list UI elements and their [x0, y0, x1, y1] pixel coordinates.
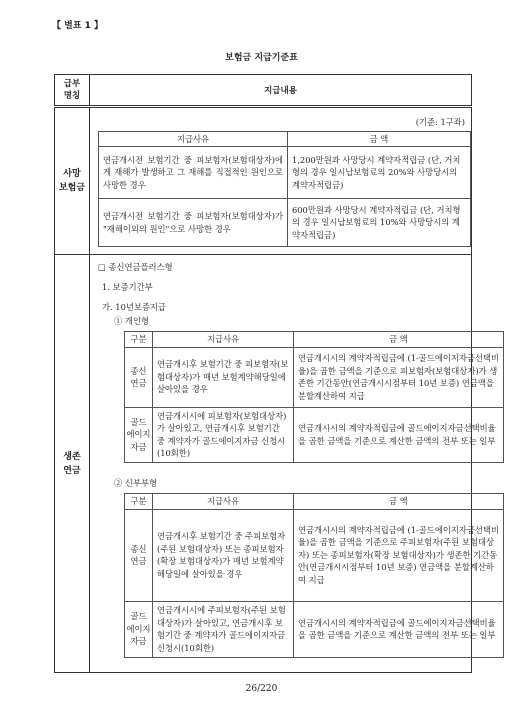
col-content-header: 지급내용 — [90, 75, 472, 107]
death-reason-2: 연금개시전 보험기간 중 피보험자(보험대상자)가 "재해이외의 원인"으로 사망한 경우 — [99, 199, 288, 247]
ten-year-heading: 가. 10년보증지급 — [102, 302, 166, 312]
death-amount-header: 금 액 — [288, 131, 471, 147]
couple-kind-2: 골드 에이지 자금 — [125, 601, 153, 657]
annuity-cell — [90, 255, 499, 673]
death-reason-1: 연금개시전 보험기간 중 피보험자(보험대상자)에게 재해가 발생하고 그 재해를 직접적인 원인으로 사망한 경우 — [99, 147, 288, 199]
doc-title: 보험금 지급기준표 — [225, 53, 298, 63]
couple-type-title: ② 신부부형 — [114, 478, 157, 488]
couple-amount-2: 연금개시시의 계약자적립금에 골드에이지자금선택비율을 곱한 금액을 기준으로 계산한 금액의 전부 또는 일부 — [294, 601, 504, 657]
death-amount-1: 1,200만원과 사망당시 계약자적립금 (단, 거치형의 경우 일시납보험료의 20%와 사망당시의 계약자적립금) — [288, 147, 471, 199]
death-amount-2: 600만원과 사망당시 계약자적립금 (단, 거치형의 경우 일시납보험료의 10%와 사망당시의 계약자적립금) — [288, 199, 471, 247]
couple-reason-2: 연금개시시에 주피보험자(주된 보험대상자)가 살아있고, 연금개시후 보험기간 중 계약자가 골드에이지자금 신청시(10회한) — [153, 601, 294, 657]
personal-type-title: ① 개인형 — [114, 316, 149, 326]
couple-reason-1: 연금개시후 보험기간 중 주피보험자(주된 보험대상자) 또는 종피보험자(확장 보험대상자)가 매년 보험계약해당일에 살아있을 경우 — [153, 509, 294, 601]
couple-kind-1: 종신 연금 — [125, 509, 153, 601]
death-benefit-cell — [90, 107, 472, 255]
personal-amount-header: 금 액 — [294, 332, 504, 348]
page-number: 26/220 — [245, 684, 278, 694]
unit-note: (기준: 1구좌) — [415, 117, 465, 127]
annuity-type-title: □ 종신연금플러스형 — [98, 262, 173, 272]
death-benefit-label: 사망 보험금 — [55, 107, 90, 255]
personal-amount-2: 연금개시시의 계약자적립금에 골드에이지자금선택비율을 곱한 금액을 기준으로 계산한 금액의 전부 또는 일부 — [294, 407, 504, 462]
annuity-label: 생존 연금 — [55, 255, 90, 673]
appendix-tag: 【 별표 1 】 — [52, 21, 104, 31]
personal-reason-2: 연금개시시에 피보험자(보험대상자)가 살아있고, 연금개시후 보험기간 중 계약자가 골드에이지자금 신청시(10회한) — [153, 407, 294, 462]
couple-amount-1: 연금개시시의 계약자적립금에 (1-골드에이지자금선택비율)을 곱한 금액을 기준으로 주피보험자(주된 보험대상자) 또는 종피보험자(확장 보험대상자)가 생존한 기간동안(연금개시시점부터 10년 보증) 연금액을 분할계산하여 지급 — [294, 509, 504, 601]
personal-kind-1: 종신 연금 — [125, 347, 153, 407]
guarantee-heading: 1. 보증기간부 — [102, 282, 153, 292]
col-benefit-name-header: 급부 명칭 — [55, 75, 90, 107]
personal-kind-2: 골드 에이지 자금 — [125, 407, 153, 462]
personal-reason-header: 지급사유 — [153, 332, 294, 348]
couple-reason-header: 지급사유 — [153, 494, 294, 510]
personal-reason-1: 연금개시후 보험기간 중 피보험자(보험대상자)가 매년 보험계약해당일에 살아있을 경우 — [153, 347, 294, 407]
couple-type-table — [124, 493, 504, 658]
death-benefit-table — [98, 131, 471, 248]
death-reason-header: 지급사유 — [99, 131, 288, 147]
personal-amount-1: 연금개시시의 계약자적립금에 (1-골드에이지자금선택비율)을 곱한 금액을 기준으로 피보험자(보험대상자)가 생존한 기간동안(연금개시시점부터 10년 보증) 연금액을 분할계산하여 지급 — [294, 347, 504, 407]
benefit-table — [54, 74, 499, 673]
couple-amount-header: 금 액 — [294, 494, 504, 510]
personal-kind-header: 구분 — [125, 332, 153, 348]
personal-type-table — [124, 331, 504, 463]
couple-kind-header: 구분 — [125, 494, 153, 510]
